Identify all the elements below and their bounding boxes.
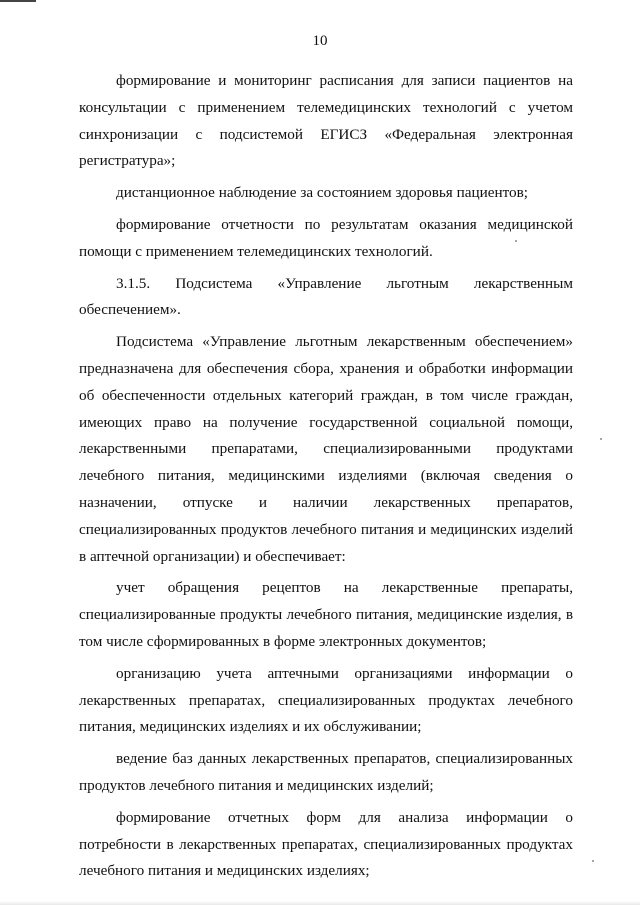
paragraph-subsystem-description: Подсистема «Управление льготным лекарственным обеспечением» предназначена для обеспечения сбора, хранения и обработки информации об обеспеченности отдельных категорий граждан, в том числе граждан, имеющих право на получение государственной социальной помощи, лекарственными препаратами, специализированными продуктами лечебного питания, медицинскими изделиями (включая сведения о назначении, отпуске и наличии лекарственных препаратов, специализированных продуктов лечебного питания и медицинских изделий в аптечной организации) и обеспечивает: — [79, 333, 573, 565]
scan-speck — [592, 860, 594, 862]
paragraph-remote-monitoring: дистанционное наблюдение за состоянием здоровья пациентов; — [116, 184, 528, 202]
paragraph-report-forms: формирование отчетных форм для анализа информации о потребности в лекарственных препаратах, специализированных продуктах лечебного питания и медицинских изделиях; — [79, 808, 573, 880]
paragraph-scheduling: формирование и мониторинг расписания для записи пациентов на консультации с применением телемедицинских технологий с учетом синхронизации с подсистемой ЕГИСЗ «Федеральная электронная регистратура»; — [79, 72, 573, 170]
paragraph-pharmacy-accounting: организацию учета аптечными организациями информации о лекарственных препаратах, специализированных продуктах лечебного питания, медицинских изделиях и их обслуживании; — [79, 664, 573, 736]
section-heading-3-1-5: 3.1.5. Подсистема «Управление льготным лекарственным обеспечением». — [79, 274, 573, 319]
page-number: 10 — [312, 33, 328, 49]
scan-speck — [600, 438, 602, 440]
document-body — [79, 68, 573, 890]
scan-bottom-edge — [0, 901, 640, 905]
paragraph-database-maintenance: ведение баз данных лекарственных препаратов, специализированных продуктов лечебного питания и медицинских изделий; — [79, 750, 573, 794]
paragraph-reporting: формирование отчетности по результатам оказания медицинской помощи с применением телемедицинских технологий. — [79, 215, 573, 260]
paragraph-prescription-accounting: учет обращения рецептов на лекарственные препараты, специализированные продукты лечебного питания, медицинские изделия, в том числе сформированных в форме электронных документов; — [79, 579, 573, 650]
scan-corner-mark — [0, 0, 36, 2]
scan-speck — [515, 240, 517, 242]
